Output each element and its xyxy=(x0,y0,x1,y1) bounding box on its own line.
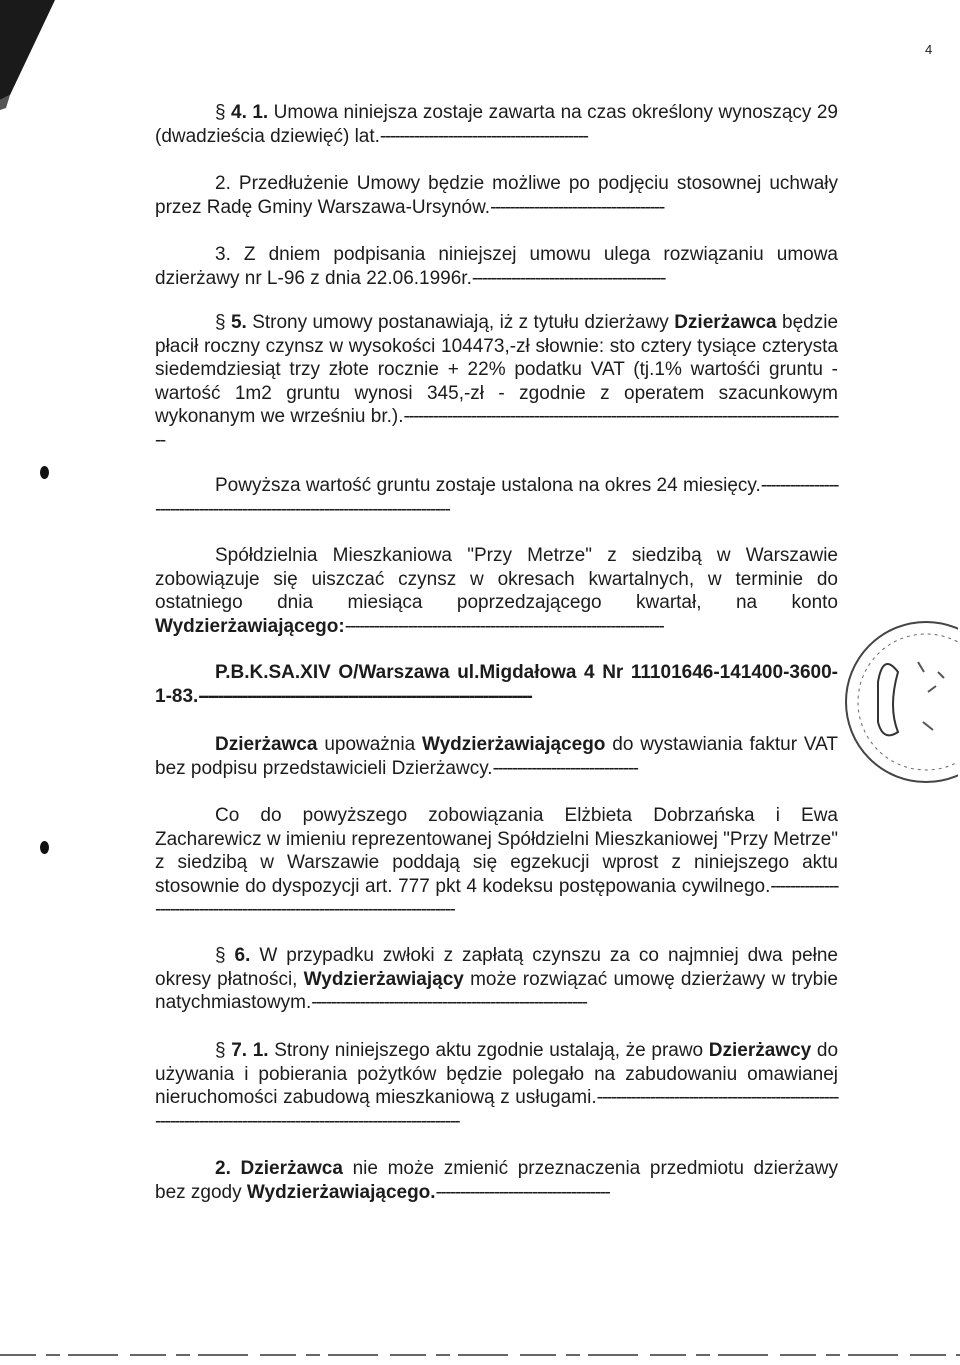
section-number: 3. xyxy=(215,244,231,265)
section-number: 4. 1. xyxy=(231,102,269,123)
bold-term: Dzierżawca xyxy=(215,734,318,755)
paragraph-7-1 xyxy=(155,1039,838,1133)
dash-filler: ------------------------------------ xyxy=(490,196,664,218)
paragraph-6 xyxy=(155,944,838,1015)
dash-filler: ------------------------------------------------------------------ xyxy=(344,615,664,637)
paragraph-4-1 xyxy=(155,101,838,148)
dash-filler: ----------------------------------------------------------------------------- xyxy=(155,475,838,520)
paragraph-payment xyxy=(155,544,838,638)
paragraph-bank-account xyxy=(155,661,838,708)
paragraph-text: nie może zmienić przeznaczenia przedmiotu dzierżawy bez zgody xyxy=(155,1158,838,1203)
section-number: 6. xyxy=(234,945,251,966)
paragraph-text: Powyższa wartość gruntu zostaje ustalona na okres 24 miesięcy. xyxy=(215,475,761,496)
bold-term: Dzierżawca xyxy=(240,1158,343,1179)
dash-filler: --------------------------------------------------------- xyxy=(311,992,587,1013)
dash-filler: ------------------------------------------- xyxy=(379,125,588,147)
scan-corner-shadow xyxy=(0,0,70,110)
page-number: 4 xyxy=(925,42,933,57)
paragraph-text: upoważnia xyxy=(324,734,416,755)
bold-term: Dzierżawcy xyxy=(708,1040,812,1061)
bank-account: P.B.K.SA.XIV O/Warszawa ul.Migdałowa 4 Nr 11101646-141400-3600-1-83. xyxy=(155,662,838,707)
dash-filler: ------------------------------------ xyxy=(435,1181,610,1203)
paragraph-text: może rozwiązać umowę dzierżawy w trybie natychmiastowym. xyxy=(155,968,838,1013)
dash-filler: --------------------------------------------------------------------- xyxy=(198,685,532,707)
punch-hole-mark xyxy=(40,466,49,479)
paragraph-4-2 xyxy=(155,172,838,219)
dash-filler: ----------------------------------------------------------------------------------------------------------------- xyxy=(155,1087,838,1132)
paragraph-enforcement xyxy=(155,804,838,922)
section-symbol: § xyxy=(215,1040,226,1061)
bold-term: Wydzierżawiającego xyxy=(422,734,606,755)
partial-stamp-seal xyxy=(838,612,958,792)
paragraph-5 xyxy=(155,311,838,452)
section-symbol: § xyxy=(215,312,226,333)
paragraph-text: Przedłużenie Umowy będzie możliwe po podjęciu stosownej uchwały przez Radę Gminy Warszawa-Ursynów. xyxy=(155,173,838,218)
paragraph-text: Z dniem podpisania niniejszej umowu ulega rozwiązaniu umowa dzierżawy nr L-96 z dnia 22.06.1996r. xyxy=(155,244,839,289)
paragraph-text: do wystawiania faktur VAT bez podpisu przedstawicieli Dzierżawcy. xyxy=(155,734,839,779)
paragraph-text: Strony umowy postanawiają, iż z tytułu dzierżawy xyxy=(252,312,669,333)
dash-filler: ---------------------------------------- xyxy=(471,267,665,289)
bold-term: Wydzierżawiający xyxy=(303,968,464,990)
punch-hole-mark xyxy=(40,841,49,854)
paragraph-invoicing xyxy=(155,733,838,780)
bold-term: Dzierżawca xyxy=(674,312,777,333)
paragraph-text: będzie płacił roczny czynsz w wysokości 104473,-zł słownie: sto cztery tysiące czterysta siedemdziesiąt trzy złote rocznie + 22% podatku VAT (tj.1% wartośći gruntu - wartość 1m2 gruntu wynosi 345,-zł - zgodnie z operatem szacunkowym wykonanym we wrześniu br.). xyxy=(155,312,839,427)
paragraph-text: do używania i pobierania pożytków będzie polegało na zabudowaniu omawianej nieruchomości zabudową mieszkaniową z usługami. xyxy=(155,1040,839,1108)
paragraph-text: W przypadku zwłoki z zapłatą czynszu za co najmniej dwa pełne okresy płatności, xyxy=(155,945,838,990)
dash-filler: ------------------------------ xyxy=(492,757,638,779)
section-symbol: § xyxy=(215,945,226,966)
section-symbol: § xyxy=(215,102,226,123)
paragraph-7-2 xyxy=(155,1157,838,1204)
scan-bottom-dashes xyxy=(0,1352,960,1358)
paragraph-4-3 xyxy=(155,243,838,290)
paragraph-value-period xyxy=(155,474,838,521)
section-number: 5. xyxy=(230,312,247,333)
paragraph-text: Spółdzielnia Mieszkaniowa "Przy Metrze" z siedzibą w Warszawie zobowiązuje się uiszczać czynsz w okresach kwartalnych, w terminie do ostatniego dnia miesiąca poprzedzającego kwartał, na konto xyxy=(155,545,838,613)
paragraph-text: Co do powyższego zobowiązania Elżbieta Dobrzańska i Ewa Zacharewicz w imieniu reprezentowanej Spółdzielni Mieszkaniowej "Przy Metrze" z siedzibą w Warszawie poddają się egzekucji wprost z niniejszego aktu stosownie do dyspozycji art. 777 pkt 4 kodeksu postępowania cywilnego. xyxy=(155,805,838,897)
section-number: 2. xyxy=(215,1158,231,1179)
dash-filler: ---------------------------------------------------------------------------- xyxy=(155,875,838,920)
section-number: 2. xyxy=(215,173,231,194)
dash-filler: -------------------------------------------------------------------------------------------- xyxy=(155,406,838,451)
bold-term: Wydzierżawiającego: xyxy=(155,615,345,637)
paragraph-text: Strony niniejszego aktu zgodnie ustalają, że prawo xyxy=(274,1040,704,1061)
section-number: 7. 1. xyxy=(231,1040,269,1061)
paragraph-text: Umowa niniejsza zostaje zawarta na czas określony wynoszący 29 (dwadzieścia dziewięć) lat. xyxy=(155,102,838,147)
bold-term: Wydzierżawiającego. xyxy=(246,1181,436,1203)
